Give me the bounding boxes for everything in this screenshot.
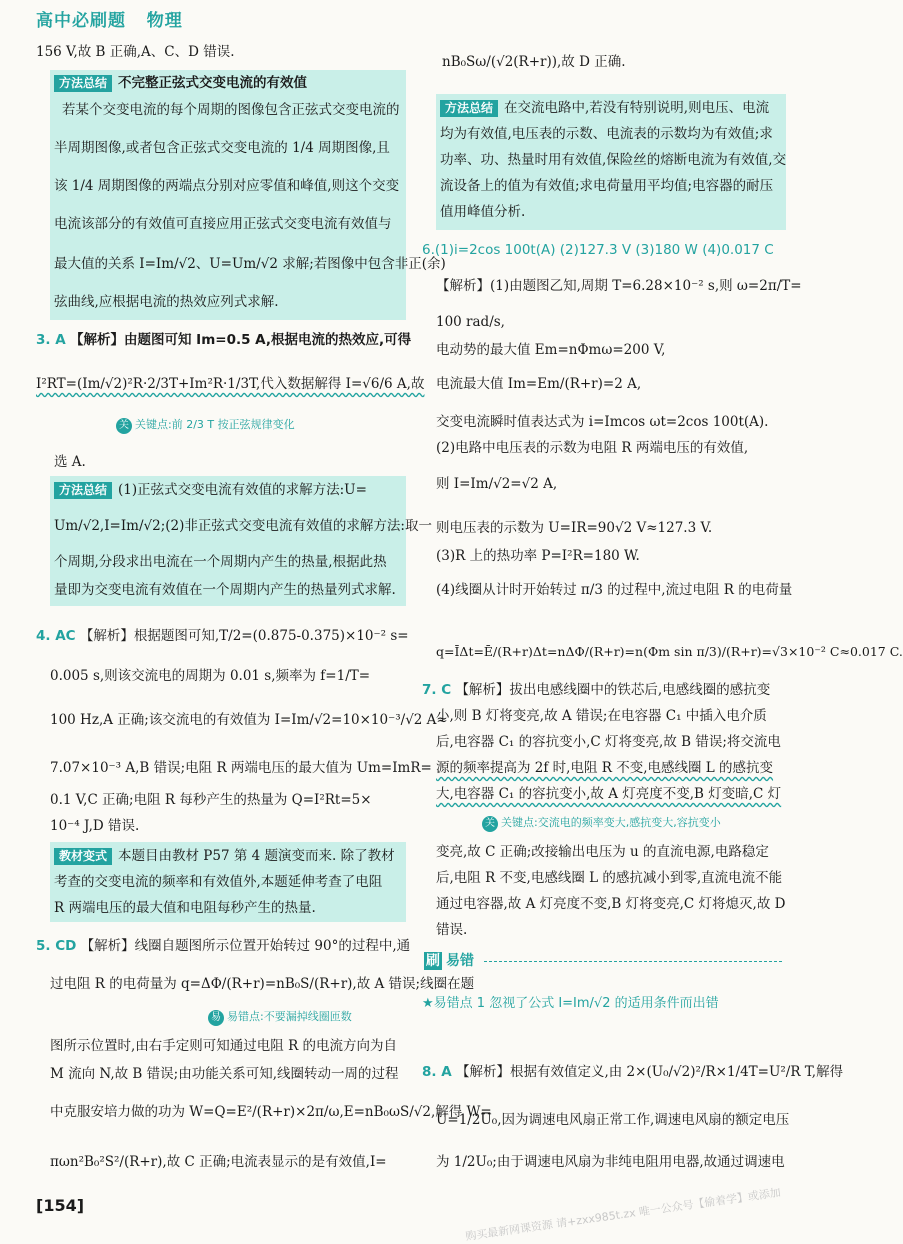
text-line: 100 rad/s,	[436, 314, 505, 330]
box-line: 值用峰值分析.	[440, 204, 526, 220]
box-heading: 方法总结 在交流电路中,若没有特别说明,则电压、电流	[440, 98, 769, 118]
box-line: 半周期图像,或者包含正弦式交变电流的 1/4 周期图像,且	[54, 140, 390, 156]
key-point-note: 关 关键点:交流电的频率变大,感抗变大,容抗变小	[482, 814, 721, 832]
box-line: 最大值的关系 I=Im/√2、U=Um/√2 求解;若图像中包含非正(余)	[54, 256, 446, 272]
text-line: 【解析】(1)由题图乙知,周期 T=6.28×10⁻² s,则 ω=2π/T=	[436, 278, 802, 294]
text-line: 过电阻 R 的电荷量为 q=ΔΦ/(R+r)=nB₀S/(R+r),故 A 错误;线圈在题	[50, 976, 475, 992]
box-line: 均为有效值,电压表的示数、电流表的示数均为有效值;求	[440, 126, 773, 142]
text-line: 为 1/2U₀;由于调速电风扇为非纯电阻用电器,故通过调速电	[436, 1154, 785, 1170]
key-icon: 关	[482, 816, 498, 832]
text-line: 源的频率提高为 2f 时,电阻 R 不变,电感线圈 L 的感抗变	[436, 760, 774, 776]
text-line: 156 V,故 B 正确,A、C、D 错误.	[36, 44, 235, 60]
text-line: πωn²B₀²S²/(R+r),故 C 正确;电流表显示的是有效值,I=	[50, 1154, 387, 1170]
key-point-note: 关 关键点:前 2/3 T 按正弦规律变化	[116, 416, 295, 434]
answer-6: 6.(1)i=2cos 100t(A) (2)127.3 V (3)180 W (4)0.017 C	[422, 242, 774, 258]
text-line: 100 Hz,A 正确;该交流电的有效值为 I=Im/√2=10×10⁻³/√2 A≈	[50, 712, 448, 728]
text-line: 7.07×10⁻³ A,B 错误;电阻 R 两端电压的最大值为 Um=ImR=	[50, 760, 432, 776]
box-line: 个周期,分段求出电流在一个周期内产生的热量,根据此热	[54, 554, 387, 570]
box-line: 功率、功、热量时用有效值,保险丝的熔断电流为有效值,交	[440, 152, 787, 168]
text-line: 0.005 s,则该交流电的周期为 0.01 s,频率为 f=1/T=	[50, 668, 371, 684]
text-line: 10⁻⁴ J,D 错误.	[50, 818, 140, 834]
box-line: 弦曲线,应根据电流的热效应列式求解.	[54, 294, 279, 310]
question-7: 7. C 【解析】拔出电感线圈中的铁芯后,电感线圈的感抗变	[422, 682, 771, 698]
box-line: 若某个交变电流的每个周期的图像包含正弦式交变电流的	[62, 102, 400, 118]
page-number: [154]	[36, 1196, 85, 1215]
text-line: (3)R 上的热功率 P=I²R=180 W.	[436, 548, 640, 564]
warning-icon: 易	[208, 1010, 224, 1026]
text-line: q=ĪΔt=Ē/(R+r)Δt=nΔΦ/(R+r)=n(Φm sin π/3)/(R+r)=√3×10⁻² C≈0.017 C.	[436, 644, 903, 659]
box-line: R 两端电压的最大值和电阻每秒产生的热量.	[54, 900, 316, 916]
error-point-title: ★易错点 1 忽视了公式 I=Im/√2 的适用条件而出错	[422, 996, 719, 1011]
question-3: 3. A 【解析】由题图可知 Im=0.5 A,根据电流的热效应,可得	[36, 332, 412, 348]
question-5: 5. CD 【解析】线圈自题图所示位置开始转过 90°的过程中,通	[36, 938, 411, 954]
text-line: 选 A.	[54, 454, 86, 470]
text-line: 小,则 B 灯将变亮,故 A 错误;在电容器 C₁ 中插入电介质	[436, 708, 767, 724]
text-line: nB₀Sω/(√2(R+r)),故 D 正确.	[442, 54, 626, 70]
section-heading: 刷 易错	[426, 953, 474, 969]
text-line: 交变电流瞬时值表达式为 i=Imcos ωt=2cos 100t(A).	[436, 414, 769, 430]
box-line: 考查的交变电流的频率和有效值外,本题延伸考查了电阻	[54, 874, 383, 890]
text-line: 电流最大值 Im=Em/(R+r)=2 A,	[436, 376, 642, 392]
box-line: 量即为交变电流有效值在一个周期内产生的热量列式求解.	[54, 582, 396, 598]
box-heading: 方法总结 不完整正弦式交变电流的有效值	[54, 73, 307, 93]
box-line: 电流该部分的有效值可直接应用正弦式交变电流有效值与	[54, 216, 392, 232]
text-line: 变亮,故 C 正确;改接输出电压为 u 的直流电源,电路稳定	[436, 844, 769, 860]
box-line: Um/√2,I=Im/√2;(2)非正弦式交变电流有效值的求解方法:取一	[54, 518, 432, 534]
text-line: U=1/2U₀,因为调速电风扇正常工作,调速电风扇的额定电压	[436, 1112, 790, 1128]
text-line: 0.1 V,C 正确;电阻 R 每秒产生的热量为 Q=I²Rt=5×	[50, 792, 372, 808]
text-line: 中克服安培力做的功为 W=Q=E²/(R+r)×2π/ω,E=nB₀ωS/√2,解得 W=	[50, 1104, 492, 1120]
text-line: 大,电容器 C₁ 的容抗变小,故 A 灯亮度不变,B 灯变暗,C 灯	[436, 786, 782, 802]
question-4: 4. AC 【解析】根据题图可知,T/2=(0.875-0.375)×10⁻² s=	[36, 628, 409, 644]
text-line: 错误.	[436, 922, 468, 938]
q3-body: 【解析】由题图可知 Im=0.5 A,根据电流的热效应,可得	[69, 332, 412, 348]
text-line: 电动势的最大值 Em=nΦmω=200 V,	[436, 342, 666, 358]
watermark: 购买最新网课资源 请+zxx985t.zx 唯一公众号【偷着学】或添加	[464, 1185, 782, 1244]
question-8: 8. A 【解析】根据有效值定义,由 2×(U₀/√2)²/R×1/4T=U²/R T,解得	[422, 1064, 844, 1080]
error-point-note: 易 易错点:不要漏掉线圈匝数	[208, 1008, 352, 1026]
text-line: 后,电阻 R 不变,电感线圈 L 的感抗减小到零,直流电流不能	[436, 870, 783, 886]
text-line: 则 I=Im/√2=√2 A,	[436, 476, 558, 492]
brush-icon: 刷	[426, 953, 440, 969]
divider	[484, 961, 782, 962]
method-summary-tag: 方法总结	[54, 75, 112, 92]
page-header: 高中必刷题 物理	[36, 11, 183, 31]
box-line: 流设备上的值为有效值;求电荷量用平均值;电容器的耐压	[440, 178, 774, 194]
text-line: 则电压表的示数为 U=IR=90√2 V≈127.3 V.	[436, 520, 713, 536]
text-line: I²RT=(Im/√2)²R·2/3T+Im²R·1/3T,代入数据解得 I=√6/6 A,故	[36, 376, 425, 392]
key-icon: 关	[116, 418, 132, 434]
text-line: 图所示位置时,由右手定则可知通过电阻 R 的电流方向为自	[50, 1038, 398, 1054]
text-line: (4)线圈从计时开始转过 π/3 的过程中,流过电阻 R 的电荷量	[436, 582, 793, 598]
box-heading: 方法总结 (1)正弦式交变电流有效值的求解方法:U=	[54, 480, 367, 500]
box-line: 该 1/4 周期图像的两端点分别对应零值和峰值,则这个交变	[54, 178, 400, 194]
text-line: M 流向 N,故 B 错误;由功能关系可知,线圈转动一周的过程	[50, 1066, 399, 1082]
text-line: 通过电容器,故 A 灯亮度不变,B 灯将变亮,C 灯将熄灭,故 D	[436, 896, 786, 912]
text-line: 后,电容器 C₁ 的容抗变小,C 灯将变亮,故 B 错误;将交流电	[436, 734, 781, 750]
box-heading: 教材变式 本题目由教材 P57 第 4 题演变而来. 除了教材	[54, 846, 395, 866]
text-line: (2)电路中电压表的示数为电阻 R 两端电压的有效值,	[436, 440, 749, 456]
